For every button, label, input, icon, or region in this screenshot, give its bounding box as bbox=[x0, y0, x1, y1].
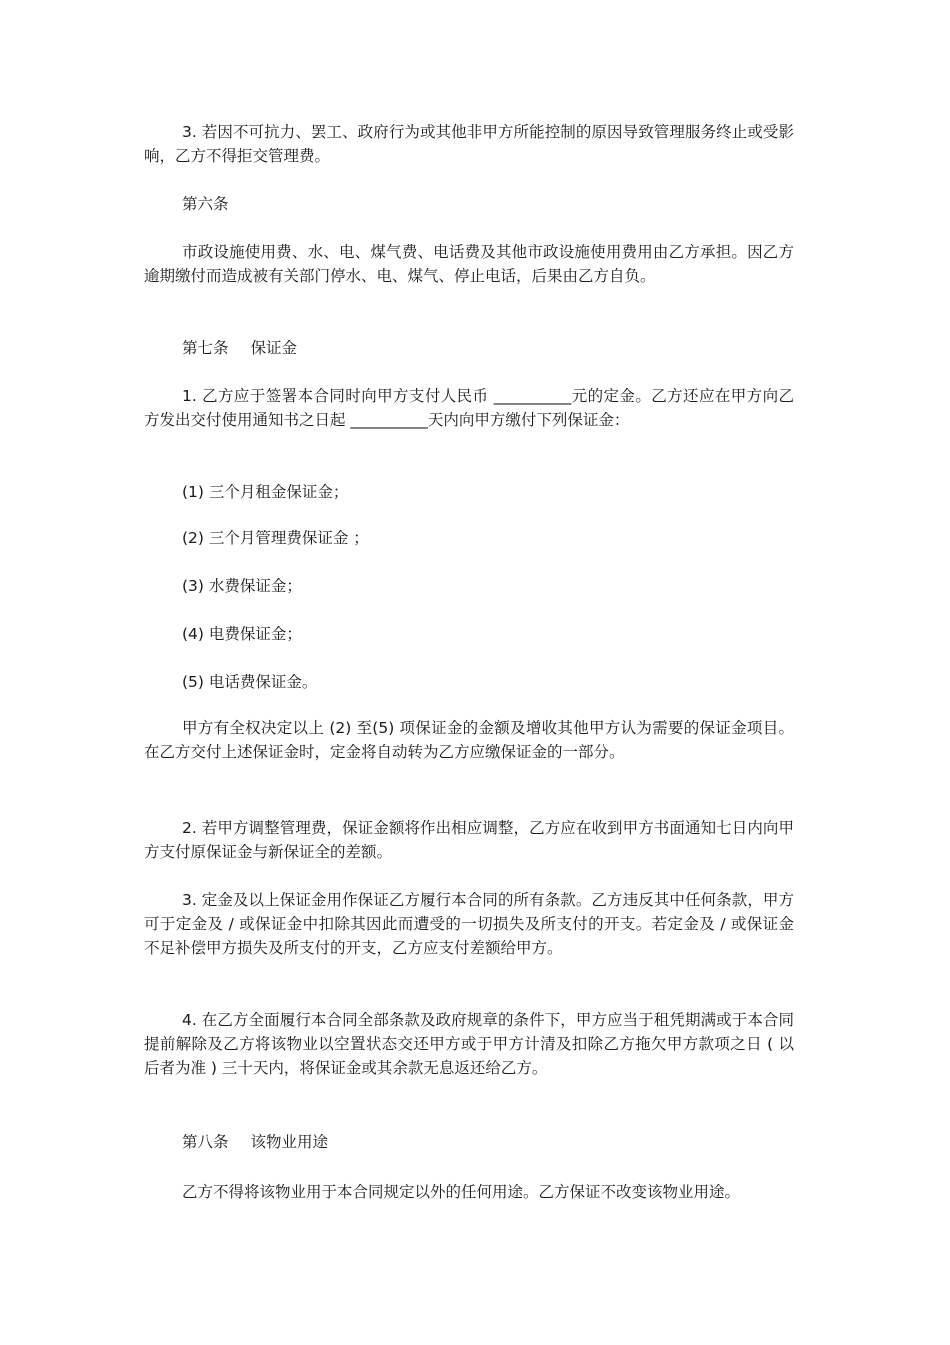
deposit-item-4: (4) 电费保证金； bbox=[182, 625, 302, 643]
article8-title-number: 第八条 bbox=[182, 1133, 229, 1151]
article7-title bbox=[182, 336, 297, 360]
article8-body: 乙方不得将该物业用于本合同规定以外的任何用途。乙方保证不改变该物业用途。 bbox=[182, 1183, 741, 1201]
article7-paragraph-2: 2. 若甲方调整管理费，保证金额将作出相应调整，乙方应在收到甲方书面通知七日内向甲方支付原保证金与新保证全的差额。 bbox=[144, 819, 794, 861]
article7-paragraph-1: 1. 乙方应于签署本合同时向甲方支付人民币 __________元的定金。乙方还应在甲方向乙方发出交付使用通知书之日起 __________天内向甲方缴付下列保证金： bbox=[144, 387, 794, 429]
article8-title bbox=[182, 1130, 328, 1154]
clause5-paragraph-3: 3. 若因不可抗力、罢工、政府行为或其他非甲方所能控制的原因导致管理服务终止或受影响，乙方不得拒交管理费。 bbox=[144, 123, 794, 165]
deposit-item-5: (5) 电话费保证金。 bbox=[182, 673, 318, 691]
article8-title-name: 该物业用途 bbox=[250, 1133, 329, 1151]
article6-body: 市政设施使用费、水、电、煤气费、电话费及其他市政设施使用费用由乙方承担。因乙方逾期缴付而造成被有关部门停水、电、煤气、停止电话，后果由乙方自负。 bbox=[144, 243, 794, 285]
article7-paragraph-4: 4. 在乙方全面履行本合同全部条款及政府规章的条件下，甲方应当于租凭期满或于本合同提前解除及乙方将该物业以空置状态交还甲方或于甲方计清及扣除乙方拖欠甲方款项之日 ( 以后者为准 ) 三十天内，将保证金或其余款无息返还给乙方。 bbox=[144, 1011, 794, 1077]
article7-paragraph-1-note: 甲方有全权决定以上 (2) 至(5) 项保证金的金额及增收其他甲方认为需要的保证金项目。在乙方交付上述保证金时，定金将自动转为乙方应缴保证金的一部分。 bbox=[144, 719, 794, 761]
deposit-item-2: (2) 三个月管理费保证金 ； bbox=[182, 529, 369, 547]
article7-paragraph-3: 3. 定金及以上保证金用作保证乙方履行本合同的所有条款。乙方违反其中任何条款，甲方可于定金及 / 或保证金中扣除其因此而遭受的一切损失及所支付的开支。若定金及 / 或保证金不足补偿甲方损失及所支付的开支，乙方应支付差额给甲方。 bbox=[144, 891, 794, 957]
article6-title: 第六条 bbox=[182, 195, 229, 213]
article7-title-name: 保证金 bbox=[250, 339, 298, 357]
article7-title-number: 第七条 bbox=[182, 339, 229, 357]
deposit-item-3: (3) 水费保证金； bbox=[182, 577, 302, 595]
deposit-item-1: (1) 三个月租金保证金； bbox=[182, 483, 349, 501]
